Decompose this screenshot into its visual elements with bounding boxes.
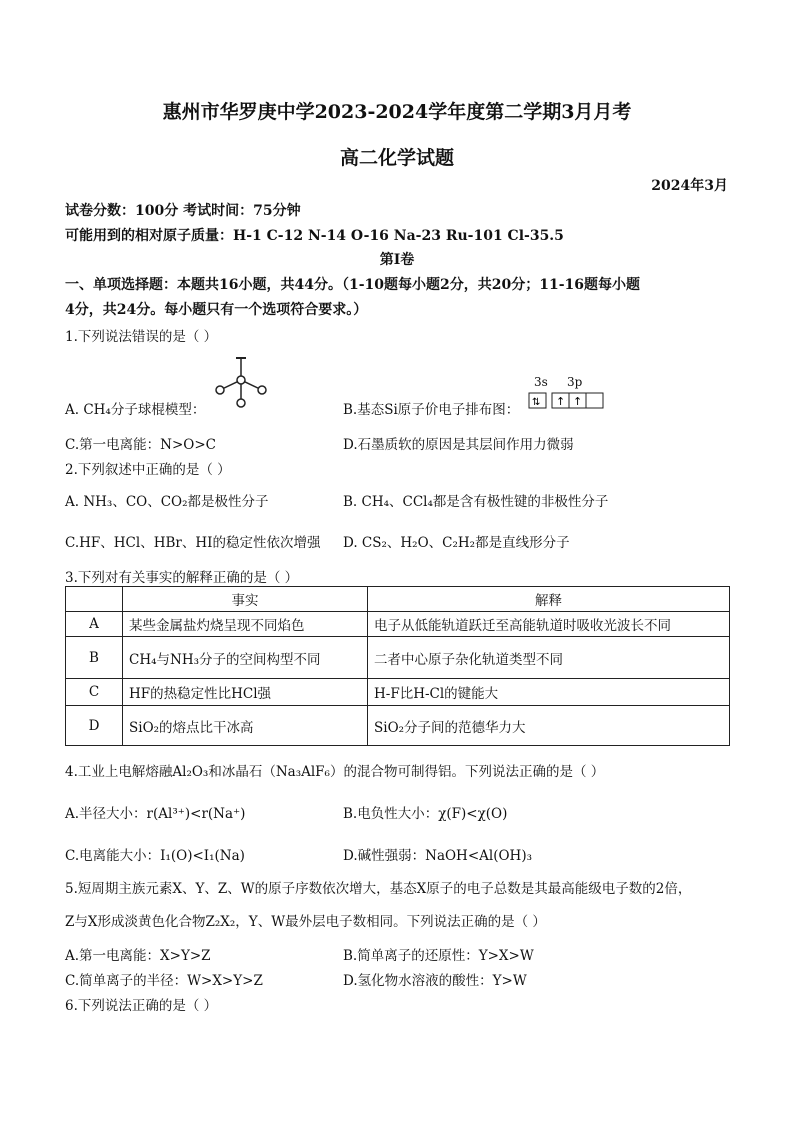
q1-option-c: C.第一电离能：N>O>C [65,437,216,453]
q6-stem: 6.下列说法正确的是（ ） [65,998,218,1014]
row-fact: CH₄与NH₃分子的空间构型不同 [123,637,368,679]
exam-date: 2024年3月 [651,178,728,194]
row-explanation: 电子从低能轨道跃迁至高能轨道时吸收光波长不同 [368,612,730,637]
q4-option-c: C.电离能大小：I₁(O)<I₁(Na) [65,848,245,864]
row-label: B [66,637,123,679]
row-fact: SiO₂的熔点比干冰高 [123,706,368,746]
q3-stem: 3.下列对有关事实的解释正确的是（ ） [65,570,299,586]
svg-text:↑: ↑ [573,395,583,408]
table-header-cell [66,587,123,612]
row-fact: 某些金属盐灼烧呈现不同焰色 [123,612,368,637]
q4-option-a: A.半径大小：r(Al³⁺)<r(Na⁺) [65,806,246,822]
q4-stem: 4.工业上电解熔融Al₂O₃和冰晶石（Na₃AlF₆）的混合物可制得铝。下列说法正确的是（ ） [65,764,605,780]
section-heading-line1: 一、单项选择题：本题共16小题，共44分。（1-10题每小题2分，共20分；11-16题每小题 [65,277,640,293]
q5-stem-line2: Z与X形成淡黄色化合物Z₂X₂，Y、W最外层电子数相同。下列说法正确的是（ ） [65,914,546,930]
q1-option-a: A. CH₄分子球棍模型： [65,402,206,418]
svg-text:↑: ↑ [556,395,566,408]
q2-option-b: B. CH₄、CCl₄都是含有极性键的非极性分子 [343,494,609,510]
svg-text:⇅: ⇅ [532,397,541,408]
table-row [66,706,730,746]
section-heading-line2: 4分，共24分。每小题只有一个选项符合要求。） [65,302,368,318]
exam-title: 惠州市华罗庚中学2023-2024学年度第二学期3月月考 [162,101,632,123]
q5-option-a: A.第一电离能：X>Y>Z [65,948,211,964]
q5-option-c: C.简单离子的半径：W>X>Y>Z [65,973,263,989]
row-label: D [66,706,123,746]
row-explanation: SiO₂分子间的范德华力大 [368,706,730,746]
table-row [66,679,730,706]
table-row [66,612,730,637]
exam-subtitle: 高二化学试题 [339,147,454,169]
q2-option-c: C.HF、HCl、HBr、HI的稳定性依次增强 [65,535,321,551]
q4-option-b: B.电负性大小：χ(F)<χ(O) [343,806,508,822]
table-header-cell: 事实 [123,587,368,612]
q1-option-b: B.基态Si原子价电子排布图： [343,402,520,418]
q3-facts-table [65,586,730,746]
q1-option-d: D.石墨质软的原因是其层间作用力微弱 [343,437,574,453]
orbital-3p-label: 3p [567,375,583,389]
si-valence-orbital-diagram [528,392,604,410]
q2-stem: 2.下列叙述中正确的是（ ） [65,462,231,478]
orbital-3s-label: 3s [534,375,548,389]
row-label: C [66,679,123,706]
atomic-masses: 可能用到的相对原子质量：H-1 C-12 N-14 O-16 Na-23 Ru-101 Cl-35.5 [65,228,564,244]
table-header-row [66,587,730,612]
row-explanation: 二者中心原子杂化轨道类型不同 [368,637,730,679]
table-header-cell: 解释 [368,587,730,612]
row-explanation: H-F比H-Cl的键能大 [368,679,730,706]
q1-stem: 1.下列说法错误的是（ ） [65,329,218,345]
q5-stem-line1: 5.短周期主族元素X、Y、Z、W的原子序数依次增大，基态X原子的电子总数是其最高能级电子数的2倍， [65,881,692,897]
volume-label: 第Ⅰ卷 [379,252,415,268]
q2-option-d: D. CS₂、H₂O、C₂H₂都是直线形分子 [343,535,570,551]
q5-option-b: B.简单离子的还原性：Y>X>W [343,948,534,964]
q5-option-d: D.氢化物水溶液的酸性：Y>W [343,973,527,989]
ch4-ball-stick-model [208,354,274,410]
q2-option-a: A. NH₃、CO、CO₂都是极性分子 [65,494,269,510]
row-fact: HF的热稳定性比HCl强 [123,679,368,706]
table-row [66,637,730,679]
q4-option-d: D.碱性强弱：NaOH<Al(OH)₃ [343,848,532,864]
row-label: A [66,612,123,637]
exam-info: 试卷分数：100分 考试时间：75分钟 [65,203,301,219]
